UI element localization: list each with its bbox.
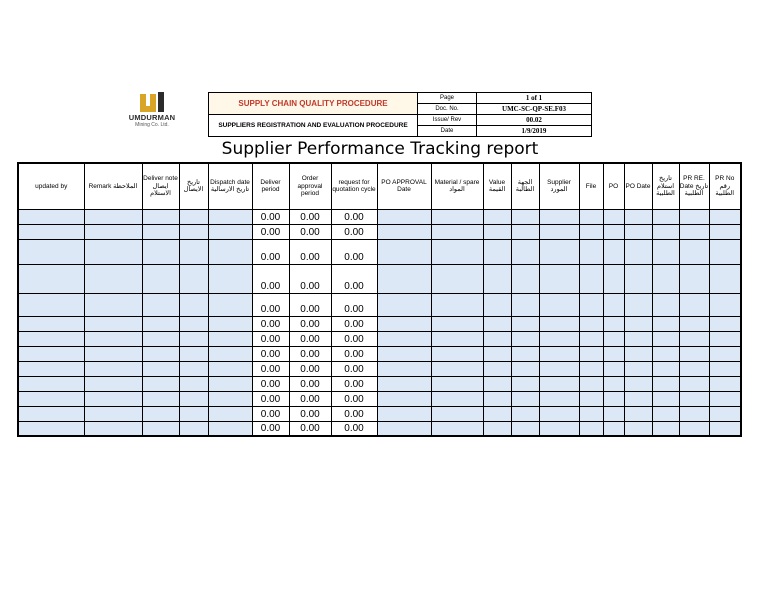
table-cell[interactable] — [179, 406, 208, 421]
table-cell[interactable] — [483, 264, 511, 293]
table-cell[interactable] — [483, 346, 511, 361]
table-cell[interactable] — [179, 391, 208, 406]
table-cell[interactable] — [84, 376, 142, 391]
column-header-8: PO APPROVAL Date — [377, 163, 431, 209]
table-cell[interactable] — [652, 406, 679, 421]
table-cell[interactable] — [624, 376, 652, 391]
table-cell[interactable] — [84, 224, 142, 239]
table-cell[interactable] — [579, 376, 603, 391]
table-cell[interactable] — [709, 293, 741, 316]
table-cell[interactable] — [18, 331, 84, 346]
table-cell[interactable] — [377, 391, 431, 406]
order-approval-cell[interactable]: 0.00 — [289, 224, 331, 239]
table-cell[interactable] — [679, 376, 709, 391]
column-header-12: Supplier المورد — [539, 163, 579, 209]
table-cell[interactable] — [179, 421, 208, 436]
rfq-cycle-cell[interactable]: 0.00 — [331, 376, 377, 391]
column-header-3: تاريخ الايصال — [179, 163, 208, 209]
column-header-10: Value القيمة — [483, 163, 511, 209]
column-header-14: PO — [603, 163, 624, 209]
table-row — [18, 224, 741, 239]
table-cell[interactable] — [624, 361, 652, 376]
table-cell[interactable] — [377, 361, 431, 376]
deliver-period-cell[interactable]: 0.00 — [252, 421, 289, 436]
table-cell[interactable] — [142, 239, 179, 264]
table-cell[interactable] — [208, 316, 252, 331]
table-cell[interactable] — [624, 209, 652, 224]
table-cell[interactable] — [679, 224, 709, 239]
table-cell[interactable] — [179, 224, 208, 239]
table-cell[interactable] — [18, 391, 84, 406]
table-cell[interactable] — [624, 346, 652, 361]
table-cell[interactable] — [624, 331, 652, 346]
table-cell[interactable] — [679, 331, 709, 346]
table-cell[interactable] — [603, 406, 624, 421]
table-cell[interactable] — [142, 346, 179, 361]
table-cell[interactable] — [539, 391, 579, 406]
table-cell[interactable] — [652, 331, 679, 346]
table-cell[interactable] — [709, 376, 741, 391]
table-cell[interactable] — [18, 224, 84, 239]
table-cell[interactable] — [652, 316, 679, 331]
table-cell[interactable] — [511, 331, 539, 346]
logo-mark-icon — [137, 90, 167, 114]
table-cell[interactable] — [679, 361, 709, 376]
table-cell[interactable] — [624, 264, 652, 293]
table-cell[interactable] — [511, 239, 539, 264]
table-cell[interactable] — [431, 346, 483, 361]
table-cell[interactable] — [142, 224, 179, 239]
table-cell[interactable] — [483, 361, 511, 376]
table-cell[interactable] — [603, 293, 624, 316]
table-cell[interactable] — [539, 406, 579, 421]
report-title: Supplier Performance Tracking report — [221, 139, 539, 159]
table-cell[interactable] — [579, 391, 603, 406]
table-cell[interactable] — [511, 421, 539, 436]
table-cell[interactable] — [483, 209, 511, 224]
table-cell[interactable] — [539, 331, 579, 346]
table-cell[interactable] — [539, 224, 579, 239]
column-header-0: updated by — [18, 163, 84, 209]
table-cell[interactable] — [208, 224, 252, 239]
table-cell[interactable] — [579, 331, 603, 346]
table-cell[interactable] — [511, 293, 539, 316]
rfq-cycle-cell[interactable]: 0.00 — [331, 346, 377, 361]
table-row — [18, 406, 741, 421]
table-cell[interactable] — [579, 239, 603, 264]
column-header-16: تاريخ استلام الطلبية — [652, 163, 679, 209]
table-cell[interactable] — [603, 376, 624, 391]
table-row — [18, 421, 741, 436]
table-cell[interactable] — [624, 224, 652, 239]
deliver-period-cell[interactable]: 0.00 — [252, 331, 289, 346]
table-cell[interactable] — [624, 421, 652, 436]
table-cell[interactable] — [431, 421, 483, 436]
table-cell[interactable] — [431, 316, 483, 331]
table-row — [18, 264, 741, 293]
table-cell[interactable] — [377, 293, 431, 316]
table-cell[interactable] — [603, 209, 624, 224]
table-cell[interactable] — [84, 316, 142, 331]
table-cell[interactable] — [679, 406, 709, 421]
table-cell[interactable] — [652, 264, 679, 293]
table-cell[interactable] — [377, 224, 431, 239]
rfq-cycle-cell[interactable]: 0.00 — [331, 361, 377, 376]
table-cell[interactable] — [679, 293, 709, 316]
deliver-period-cell[interactable]: 0.00 — [252, 224, 289, 239]
table-cell[interactable] — [84, 239, 142, 264]
table-cell[interactable] — [431, 406, 483, 421]
table-cell[interactable] — [483, 421, 511, 436]
table-cell[interactable] — [431, 239, 483, 264]
table-cell[interactable] — [679, 421, 709, 436]
table-cell[interactable] — [179, 239, 208, 264]
table-cell[interactable] — [679, 316, 709, 331]
table-cell[interactable] — [579, 361, 603, 376]
table-cell[interactable] — [179, 376, 208, 391]
table-cell[interactable] — [679, 239, 709, 264]
table-cell[interactable] — [709, 361, 741, 376]
table-cell[interactable] — [179, 293, 208, 316]
table-cell[interactable] — [208, 209, 252, 224]
column-header-5: Deliver period — [252, 163, 289, 209]
table-cell[interactable] — [208, 346, 252, 361]
table-header-row — [18, 163, 741, 209]
table-cell[interactable] — [179, 209, 208, 224]
field-value-issue: 00.02 — [477, 115, 592, 126]
table-cell[interactable] — [84, 391, 142, 406]
table-cell[interactable] — [208, 239, 252, 264]
tracking-table — [17, 162, 742, 437]
table-cell[interactable] — [539, 376, 579, 391]
table-cell[interactable] — [18, 239, 84, 264]
table-cell[interactable] — [579, 406, 603, 421]
table-cell[interactable] — [652, 391, 679, 406]
table-cell[interactable] — [511, 264, 539, 293]
table-cell[interactable] — [709, 209, 741, 224]
rfq-cycle-cell[interactable]: 0.00 — [331, 224, 377, 239]
table-cell[interactable] — [579, 316, 603, 331]
column-header-7: request for quotation cycle — [331, 163, 377, 209]
column-header-2: Deliver note ايصال الاستلام — [142, 163, 179, 209]
table-cell[interactable] — [377, 331, 431, 346]
table-cell[interactable] — [431, 376, 483, 391]
table-row — [18, 376, 741, 391]
table-cell[interactable] — [431, 264, 483, 293]
table-cell[interactable] — [603, 421, 624, 436]
field-label-issue: Issue/ Rev — [418, 115, 477, 126]
table-row — [18, 239, 741, 264]
table-cell[interactable] — [84, 406, 142, 421]
table-cell[interactable] — [431, 361, 483, 376]
table-cell[interactable] — [142, 209, 179, 224]
column-header-13: File — [579, 163, 603, 209]
table-cell[interactable] — [603, 224, 624, 239]
table-row — [18, 316, 741, 331]
table-cell[interactable] — [208, 421, 252, 436]
column-header-11: الجهة الطالبة — [511, 163, 539, 209]
rfq-cycle-cell[interactable]: 0.00 — [331, 239, 377, 264]
table-cell[interactable] — [377, 346, 431, 361]
table-cell[interactable] — [579, 293, 603, 316]
company-logo — [122, 90, 182, 132]
field-label-docno: Doc. No. — [418, 104, 477, 115]
table-cell[interactable] — [18, 316, 84, 331]
table-cell[interactable] — [679, 264, 709, 293]
table-cell[interactable] — [84, 421, 142, 436]
deliver-period-cell[interactable]: 0.00 — [252, 264, 289, 293]
column-header-18: PR No رقم الطلبية — [709, 163, 741, 209]
column-header-15: PO Date — [624, 163, 652, 209]
table-cell[interactable] — [431, 293, 483, 316]
table-cell[interactable] — [652, 209, 679, 224]
table-cell[interactable] — [679, 391, 709, 406]
table-cell[interactable] — [208, 361, 252, 376]
table-cell[interactable] — [179, 264, 208, 293]
deliver-period-cell[interactable]: 0.00 — [252, 209, 289, 224]
table-cell[interactable] — [624, 391, 652, 406]
table-row — [18, 346, 741, 361]
table-cell[interactable] — [652, 361, 679, 376]
table-cell[interactable] — [483, 406, 511, 421]
deliver-period-cell[interactable]: 0.00 — [252, 406, 289, 421]
field-label-date: Date — [418, 126, 477, 137]
order-approval-cell[interactable]: 0.00 — [289, 239, 331, 264]
column-header-17: PR RE. Date تاريخ الطلبية — [679, 163, 709, 209]
table-cell[interactable] — [84, 361, 142, 376]
deliver-period-cell[interactable]: 0.00 — [252, 391, 289, 406]
table-cell[interactable] — [483, 376, 511, 391]
table-cell[interactable] — [603, 316, 624, 331]
table-cell[interactable] — [679, 209, 709, 224]
order-approval-cell[interactable]: 0.00 — [289, 361, 331, 376]
table-cell[interactable] — [539, 421, 579, 436]
table-cell[interactable] — [579, 264, 603, 293]
table-cell[interactable] — [142, 331, 179, 346]
table-cell[interactable] — [377, 316, 431, 331]
table-cell[interactable] — [179, 361, 208, 376]
order-approval-cell[interactable]: 0.00 — [289, 331, 331, 346]
table-cell[interactable] — [511, 391, 539, 406]
table-cell[interactable] — [579, 209, 603, 224]
table-cell[interactable] — [624, 316, 652, 331]
logo-name: UMDURMAN — [128, 113, 176, 122]
field-value-docno: UMC-SC-QP-SE.F03 — [477, 104, 592, 115]
table-cell[interactable] — [142, 391, 179, 406]
table-cell[interactable] — [431, 331, 483, 346]
table-cell[interactable] — [179, 316, 208, 331]
rfq-cycle-cell[interactable]: 0.00 — [331, 421, 377, 436]
table-cell[interactable] — [709, 264, 741, 293]
table-cell[interactable] — [652, 346, 679, 361]
table-cell[interactable] — [709, 224, 741, 239]
table-cell[interactable] — [18, 421, 84, 436]
table-cell[interactable] — [603, 346, 624, 361]
table-cell[interactable] — [709, 239, 741, 264]
table-cell[interactable] — [511, 316, 539, 331]
column-header-4: Dispatch date تاريخ الارسالية — [208, 163, 252, 209]
table-cell[interactable] — [377, 239, 431, 264]
table-cell[interactable] — [603, 361, 624, 376]
column-header-6: Order approval period — [289, 163, 331, 209]
table-cell[interactable] — [377, 209, 431, 224]
field-value-page: 1 of 1 — [477, 93, 592, 104]
table-cell[interactable] — [483, 316, 511, 331]
table-cell[interactable] — [624, 239, 652, 264]
table-cell[interactable] — [652, 421, 679, 436]
table-cell[interactable] — [84, 346, 142, 361]
table-cell[interactable] — [709, 346, 741, 361]
table-cell[interactable] — [18, 346, 84, 361]
table-cell[interactable] — [579, 346, 603, 361]
table-cell[interactable] — [539, 361, 579, 376]
deliver-period-cell[interactable]: 0.00 — [252, 293, 289, 316]
table-cell[interactable] — [483, 224, 511, 239]
table-cell[interactable] — [511, 209, 539, 224]
table-cell[interactable] — [179, 331, 208, 346]
table-cell[interactable] — [539, 316, 579, 331]
table-cell[interactable] — [18, 209, 84, 224]
column-header-1: Remark الملاحظة — [84, 163, 142, 209]
document-header — [208, 92, 592, 137]
table-cell[interactable] — [579, 421, 603, 436]
table-cell[interactable] — [652, 293, 679, 316]
table-cell[interactable] — [18, 376, 84, 391]
table-cell[interactable] — [179, 346, 208, 361]
procedure-title: SUPPLY CHAIN QUALITY PROCEDURE — [209, 93, 418, 115]
table-cell[interactable] — [431, 224, 483, 239]
order-approval-cell[interactable]: 0.00 — [289, 209, 331, 224]
order-approval-cell[interactable]: 0.00 — [289, 421, 331, 436]
table-cell[interactable] — [377, 376, 431, 391]
table-cell[interactable] — [579, 224, 603, 239]
table-cell[interactable] — [84, 209, 142, 224]
rfq-cycle-cell[interactable]: 0.00 — [331, 316, 377, 331]
rfq-cycle-cell[interactable]: 0.00 — [331, 331, 377, 346]
order-approval-cell[interactable]: 0.00 — [289, 264, 331, 293]
table-cell[interactable] — [539, 209, 579, 224]
table-cell[interactable] — [431, 209, 483, 224]
table-row — [18, 391, 741, 406]
rfq-cycle-cell[interactable]: 0.00 — [331, 406, 377, 421]
rfq-cycle-cell[interactable]: 0.00 — [331, 391, 377, 406]
table-cell[interactable] — [511, 361, 539, 376]
table-cell[interactable] — [652, 239, 679, 264]
table-row — [18, 331, 741, 346]
table-cell[interactable] — [208, 331, 252, 346]
table-cell[interactable] — [603, 264, 624, 293]
table-cell[interactable] — [377, 264, 431, 293]
table-cell[interactable] — [679, 346, 709, 361]
table-cell[interactable] — [483, 293, 511, 316]
table-cell[interactable] — [483, 331, 511, 346]
table-cell[interactable] — [511, 406, 539, 421]
table-cell[interactable] — [142, 376, 179, 391]
order-approval-cell[interactable]: 0.00 — [289, 406, 331, 421]
order-approval-cell[interactable]: 0.00 — [289, 346, 331, 361]
table-cell[interactable] — [142, 264, 179, 293]
field-label-page: Page — [418, 93, 477, 104]
table-cell[interactable] — [709, 331, 741, 346]
table-row — [18, 293, 741, 316]
table-cell[interactable] — [539, 239, 579, 264]
table-cell[interactable] — [511, 346, 539, 361]
table-cell[interactable] — [709, 316, 741, 331]
table-cell[interactable] — [511, 376, 539, 391]
table-cell[interactable] — [539, 293, 579, 316]
order-approval-cell[interactable]: 0.00 — [289, 293, 331, 316]
table-cell[interactable] — [652, 224, 679, 239]
rfq-cycle-cell[interactable]: 0.00 — [331, 293, 377, 316]
order-approval-cell[interactable]: 0.00 — [289, 391, 331, 406]
table-cell[interactable] — [142, 406, 179, 421]
table-cell[interactable] — [431, 391, 483, 406]
table-cell[interactable] — [709, 406, 741, 421]
table-cell[interactable] — [208, 264, 252, 293]
table-cell[interactable] — [142, 293, 179, 316]
table-cell[interactable] — [18, 406, 84, 421]
table-cell[interactable] — [603, 239, 624, 264]
table-cell[interactable] — [624, 406, 652, 421]
table-cell[interactable] — [603, 331, 624, 346]
table-cell[interactable] — [208, 293, 252, 316]
table-cell[interactable] — [709, 421, 741, 436]
field-value-date: 1/9/2019 — [477, 126, 592, 137]
table-cell[interactable] — [84, 293, 142, 316]
deliver-period-cell[interactable]: 0.00 — [252, 239, 289, 264]
order-approval-cell[interactable]: 0.00 — [289, 376, 331, 391]
table-cell[interactable] — [84, 331, 142, 346]
table-cell[interactable] — [511, 224, 539, 239]
table-cell[interactable] — [377, 406, 431, 421]
deliver-period-cell[interactable]: 0.00 — [252, 376, 289, 391]
table-cell[interactable] — [142, 361, 179, 376]
table-cell[interactable] — [539, 264, 579, 293]
table-row — [18, 361, 741, 376]
table-cell[interactable] — [84, 264, 142, 293]
rfq-cycle-cell[interactable]: 0.00 — [331, 209, 377, 224]
table-cell[interactable] — [142, 421, 179, 436]
table-cell[interactable] — [377, 421, 431, 436]
table-cell[interactable] — [709, 391, 741, 406]
rfq-cycle-cell[interactable]: 0.00 — [331, 264, 377, 293]
order-approval-cell[interactable]: 0.00 — [289, 316, 331, 331]
table-cell[interactable] — [652, 376, 679, 391]
table-cell[interactable] — [539, 346, 579, 361]
deliver-period-cell[interactable]: 0.00 — [252, 361, 289, 376]
table-cell[interactable] — [18, 293, 84, 316]
table-cell[interactable] — [208, 406, 252, 421]
table-cell[interactable] — [483, 239, 511, 264]
table-cell[interactable] — [603, 391, 624, 406]
column-header-9: Material / spare المواد — [431, 163, 483, 209]
logo-subtitle: Mining Co. Ltd. — [135, 122, 169, 128]
table-cell[interactable] — [483, 391, 511, 406]
table-cell[interactable] — [142, 316, 179, 331]
procedure-subtitle: SUPPLIERS REGISTRATION AND EVALUATION PROCEDURE — [209, 115, 418, 137]
deliver-period-cell[interactable]: 0.00 — [252, 346, 289, 361]
deliver-period-cell[interactable]: 0.00 — [252, 316, 289, 331]
table-cell[interactable] — [208, 391, 252, 406]
table-cell[interactable] — [624, 293, 652, 316]
table-cell[interactable] — [208, 376, 252, 391]
table-cell[interactable] — [18, 264, 84, 293]
table-row — [18, 209, 741, 224]
table-body — [18, 209, 741, 436]
table-cell[interactable] — [18, 361, 84, 376]
